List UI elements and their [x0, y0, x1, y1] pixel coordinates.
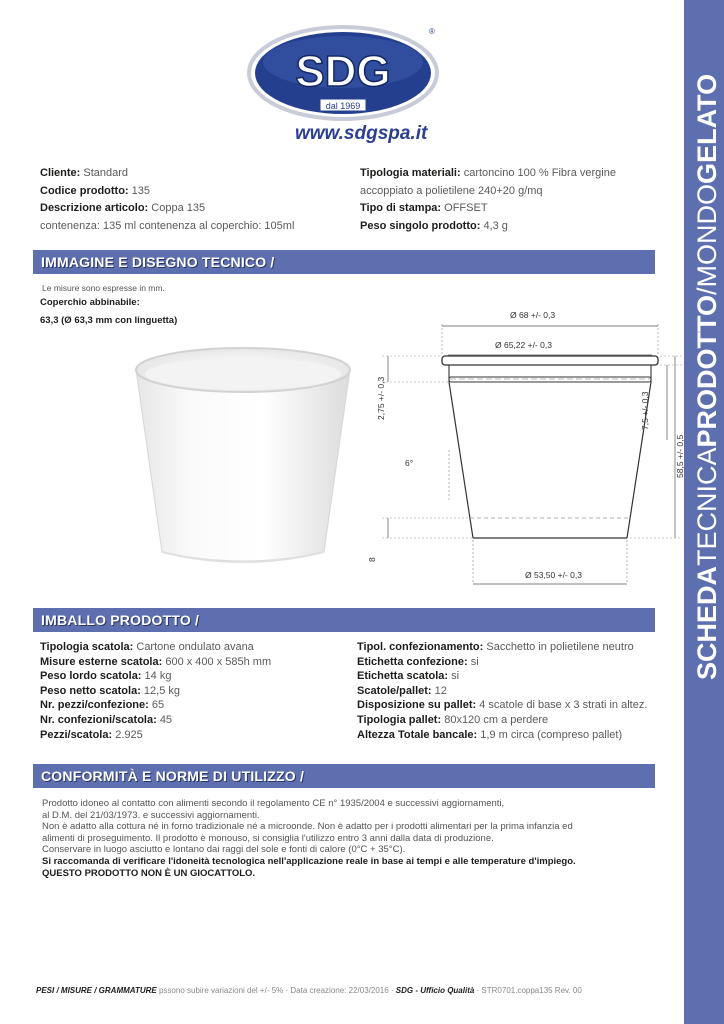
dim-bottom-label: Ø 53,50 +/- 0,3 [525, 570, 582, 580]
footer-text1: pssono subire variazioni del +/- 5% · Data creazione: 22/03/2016 · [156, 986, 396, 995]
base-label: 8 [367, 557, 377, 562]
side-title [684, 0, 724, 1024]
packaging-row: Tipol. confezionamento: Sacchetto in polietilene neutro [357, 641, 634, 653]
info-row: Tipo di stampa: OFFSET [360, 202, 488, 215]
info-row: contenenza: 135 ml contenenza al coperchio: 105ml [40, 219, 295, 232]
dim-rim-height-label: 2,75 +/- 0,3 [376, 376, 386, 420]
dim-side1-label: 7,5 +/- 0,3 [640, 391, 650, 430]
side-title-prodotto: PRODOTTO [692, 294, 722, 448]
compliance-warning: Si raccomanda di verificare l'idoneità tecnologica nell'applicazione reale in base ai tempi e alle temperature d'impiego. [42, 855, 576, 867]
side-title-scheda: SCHEDA [692, 565, 722, 680]
dim-top-label: Ø 68 +/- 0,3 [510, 310, 556, 320]
packaging-row: Etichetta confezione: si [357, 655, 479, 668]
dim-height-label: 58,5 +/- 0,5 [675, 434, 685, 478]
info-row: Tipologia materiali: cartoncino 100 % Fibra vergine [360, 167, 616, 179]
measure-note: Le misure sono espresse in mm. [42, 283, 165, 293]
sdg-logo [246, 18, 446, 128]
compliance-line: Conservare in luogo asciutto e lontano dai raggi del sole e fonti di calore (0°C + 35°C). [42, 844, 406, 856]
side-title-mondo: MONDO [692, 183, 722, 288]
technical-drawing [330, 300, 690, 590]
product-info-right [360, 165, 660, 235]
packaging-row: Tipologia pallet: 80x120 cm a perdere [357, 713, 549, 726]
side-title-gelato: GELATO [692, 73, 722, 184]
svg-text:SCHEDATECNICAPRODOTTO/MONDOGEL [692, 74, 722, 680]
angle-label: 6° [405, 458, 414, 468]
cup-photo [128, 340, 358, 580]
compliance-line: alimenti di proseguimento. Il prodotto è monouso, si consiglia l'utilizzo entro 3 anni dalla data di produzione. [42, 832, 494, 844]
info-row: Codice prodotto: 135 [40, 184, 151, 197]
compliance-line: Non è adatto alla cottura né in forno tradizionale né a microonde. Non è adatto per i prodotti alimentari per la prima infanzia ed [42, 821, 573, 833]
info-row: Peso singolo prodotto: 4,3 g [360, 219, 508, 232]
packaging-row: Altezza Totale bancale: 1,9 m circa (compreso pallet) [357, 728, 623, 741]
info-row: accoppiato a polietilene 240+20 g/mq [360, 184, 543, 197]
section-header-image: IMMAGINE E DISEGNO TECNICO / [33, 250, 655, 274]
side-title-tecnica: TECNICA [692, 447, 722, 566]
packaging-row: Disposizione su pallet: 4 scatole di base x 3 strati in altez. [357, 699, 648, 712]
registered-mark: ® [429, 27, 435, 36]
info-row: Descrizione articolo: Coppa 135 [40, 202, 206, 215]
compliance-line: Prodotto idoneo al contatto con alimenti secondo il regolamento CE n° 1935/2004 e successivi aggiornamenti, [42, 798, 505, 809]
product-info-left [40, 165, 350, 235]
footer-bold1: PESI / MISURE / GRAMMATURE [36, 986, 157, 995]
logo-text: SDG [295, 47, 391, 96]
packaging-right [357, 640, 677, 742]
footer-text2: · STR0701.coppa135 Rev. 00 [474, 986, 582, 995]
packaging-row: Nr. pezzi/confezione: 65 [40, 699, 165, 712]
compliance-line: al D.M. del 21/03/1973. e successivi aggiornamenti. [42, 809, 260, 821]
packaging-row: Scatole/pallet: 12 [357, 684, 447, 697]
section-header-packaging: IMBALLO PRODOTTO / [33, 608, 655, 632]
lid-value: 63,3 (Ø 63,3 mm con linguetta) [40, 315, 178, 326]
footer-bold2: SDG - Ufficio Qualità [395, 986, 475, 995]
packaging-row: Nr. confezioni/scatola: 45 [40, 713, 173, 726]
footer [36, 986, 676, 995]
logo-since: dal 1969 [325, 101, 361, 111]
packaging-row: Etichetta scatola: si [357, 670, 460, 683]
packaging-row: Pezzi/scatola: 2.925 [40, 728, 143, 741]
packaging-row: Tipologia scatola: Cartone ondulato avana [40, 641, 254, 653]
packaging-row: Misure esterne scatola: 600 x 400 x 585h mm [40, 655, 272, 668]
compliance-toy-warning: QUESTO PRODOTTO NON È UN GIOCATTOLO. [42, 867, 256, 879]
side-title-slash: / [692, 287, 722, 295]
packaging-row: Peso netto scatola: 12,5 kg [40, 684, 181, 697]
dim-rim-label: Ø 65,22 +/- 0,3 [495, 340, 552, 350]
info-row: Cliente: Standard [40, 167, 129, 179]
website-link[interactable]: www.sdgspa.it [295, 123, 428, 144]
section-header-compliance: CONFORMITÀ E NORME DI UTILIZZO / [33, 764, 655, 788]
compliance-text [42, 798, 662, 879]
packaging-row: Peso lordo scatola: 14 kg [40, 670, 172, 683]
packaging-left [40, 640, 350, 742]
lid-label: Coperchio abbinabile: [40, 297, 140, 308]
